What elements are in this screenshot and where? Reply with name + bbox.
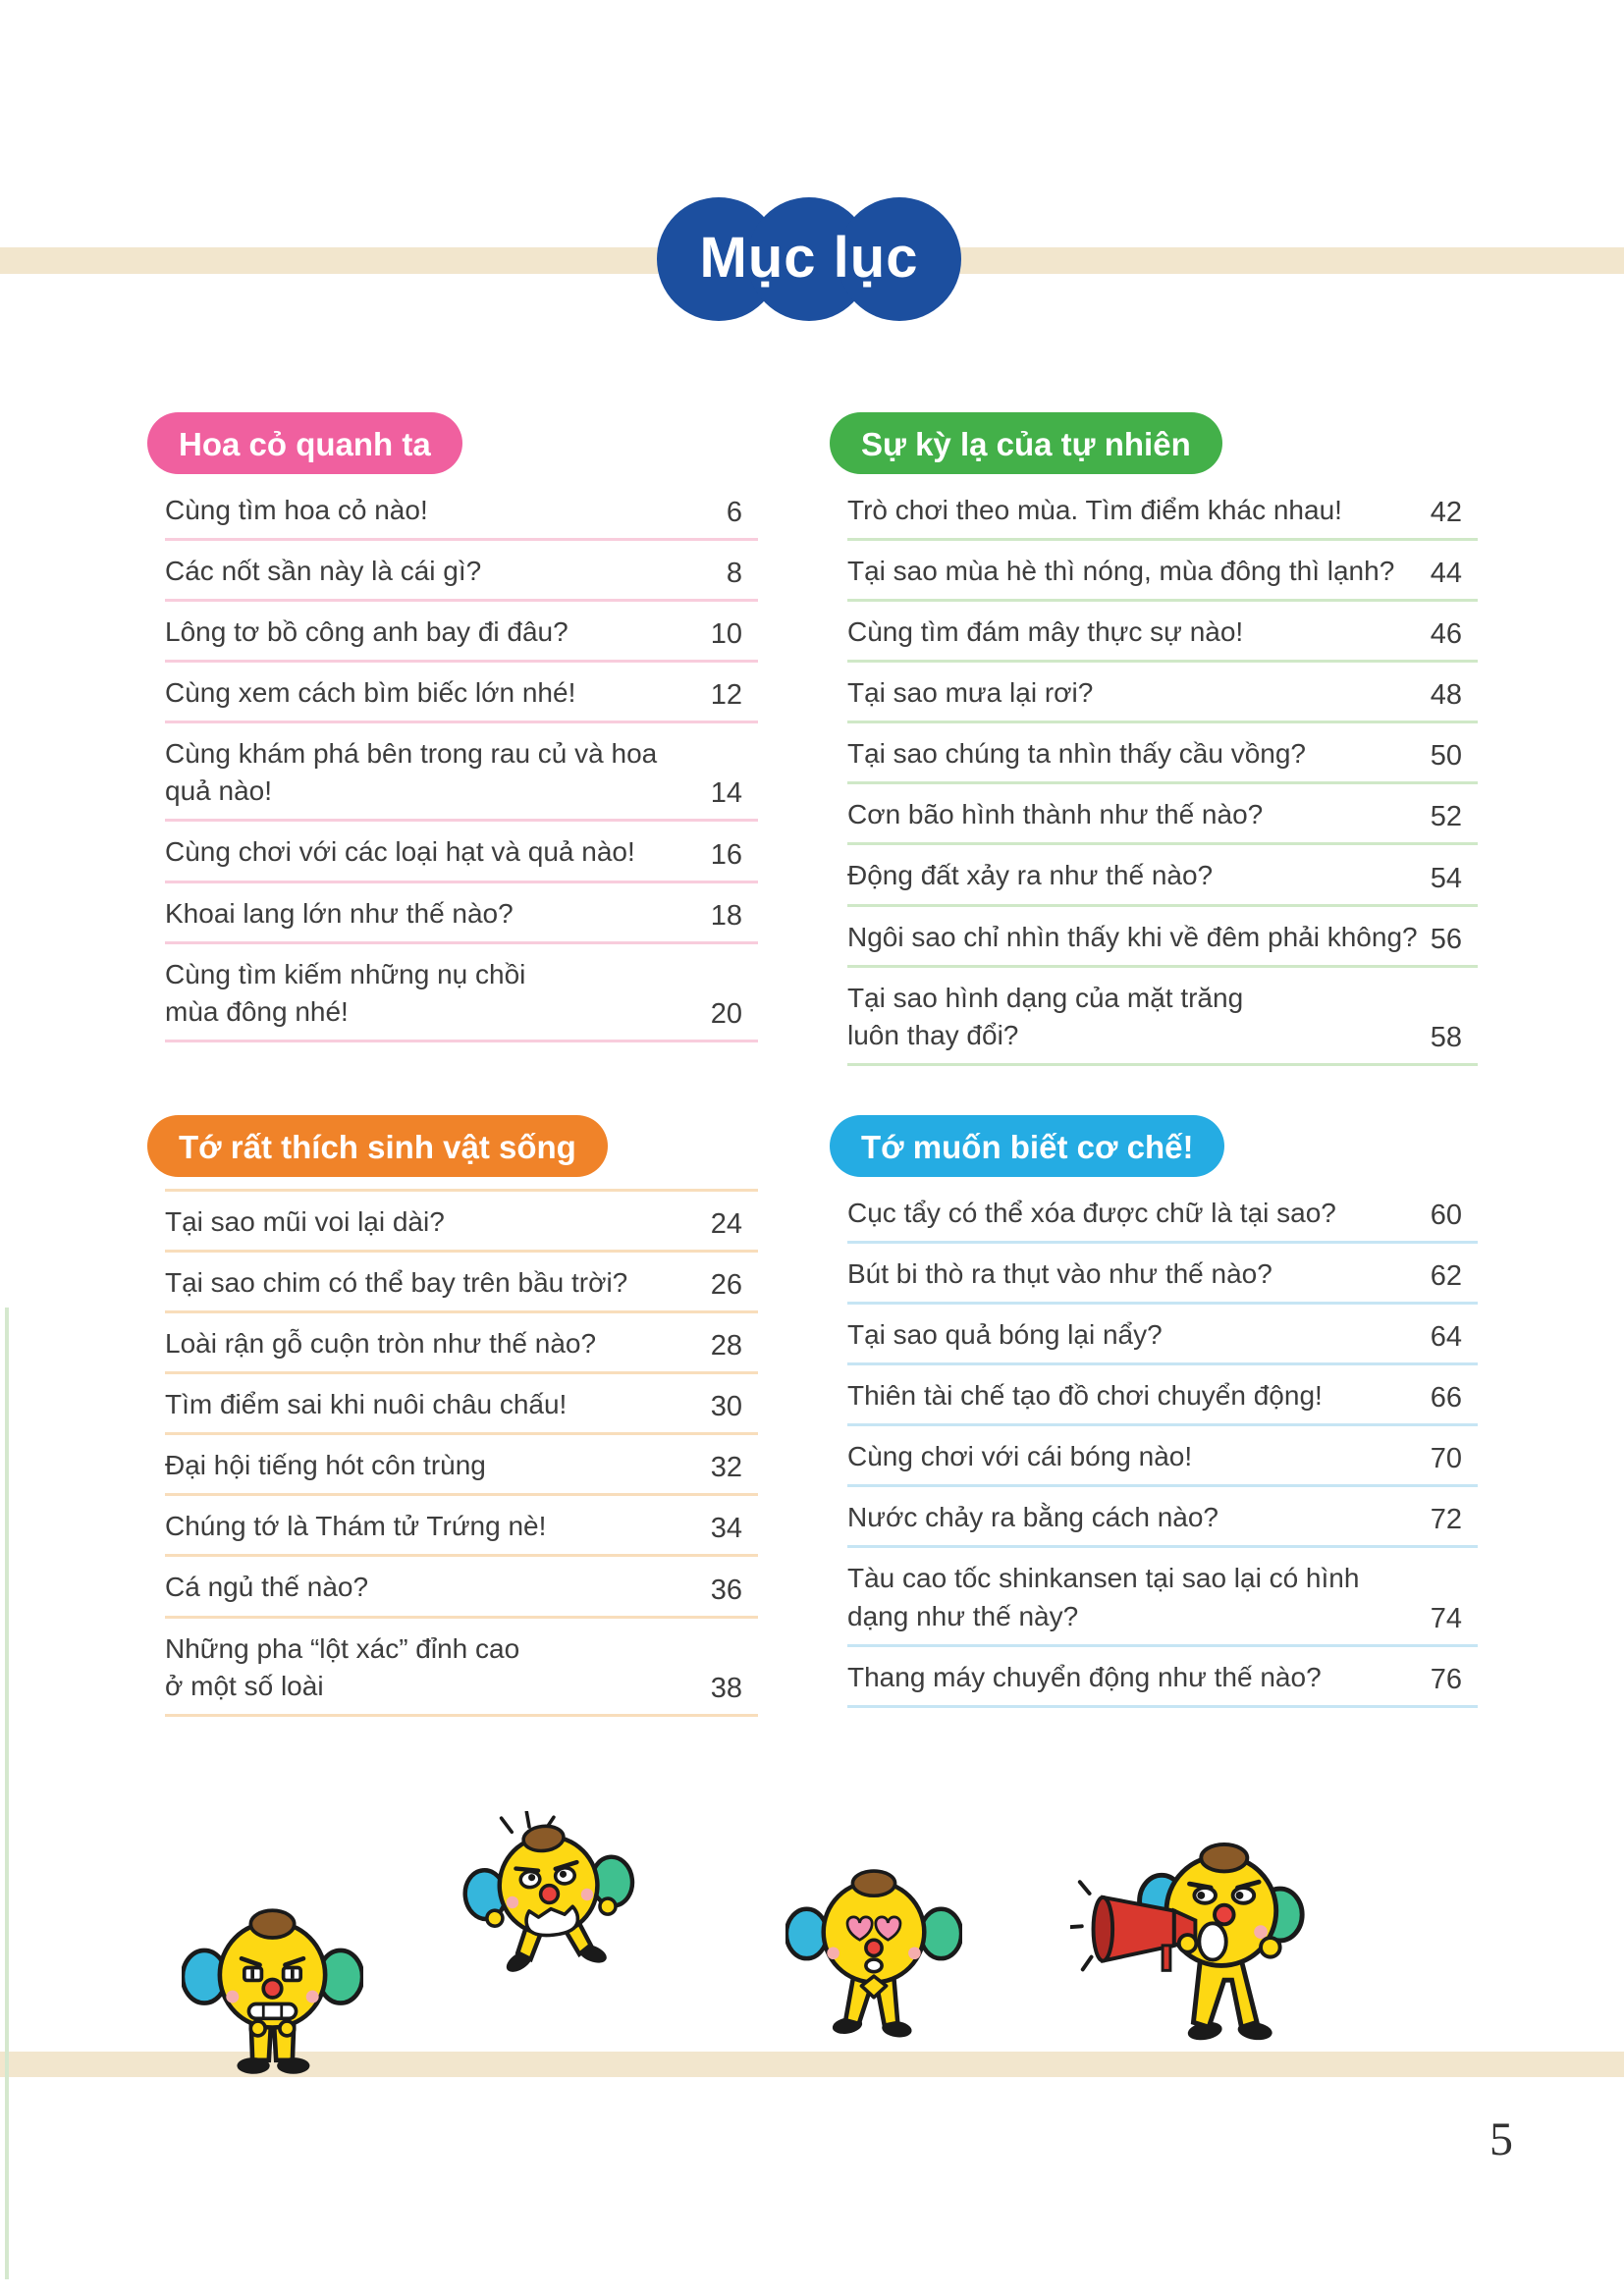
entry-page-number: 58: [1430, 1021, 1462, 1053]
entry-title: Tại sao chim có thể bay trên bầu trời?: [165, 1267, 628, 1299]
toc-entry: [847, 1487, 1478, 1548]
entry-title: Cùng tìm hoa cỏ nào!: [165, 495, 428, 525]
entry-title: Cùng chơi với các loại hạt và quả nào!: [165, 836, 635, 868]
toc-entry: [165, 1557, 758, 1618]
entry-title: Đại hội tiếng hót côn trùng: [165, 1450, 486, 1481]
entry-page-number: 42: [1430, 497, 1462, 529]
entry-title: Tàu cao tốc shinkansen tại sao lại có hình dạng như thế này?: [847, 1563, 1360, 1631]
toc-entry: [165, 1253, 758, 1313]
entry-page-number: 46: [1430, 618, 1462, 651]
entry-title: Cùng chơi với cái bóng nào!: [847, 1441, 1193, 1472]
entry-page-number: 74: [1430, 1602, 1462, 1634]
entry-page-number: 18: [710, 899, 742, 932]
entry-page-number: 56: [1430, 923, 1462, 955]
entry-page-number: 48: [1430, 679, 1462, 712]
ear-icon: [921, 1909, 961, 1958]
toc-entry: [847, 602, 1478, 663]
entry-title: Thang máy chuyển động như thế nào?: [847, 1661, 1322, 1692]
toc-entry: [165, 480, 758, 541]
entry-list: [847, 480, 1478, 1066]
toc-entry: [847, 968, 1478, 1066]
entry-title: Chúng tớ là Thám tử Trứng nè!: [165, 1511, 547, 1542]
toc-entry: [847, 1647, 1478, 1708]
entry-list: [847, 1183, 1478, 1708]
entry-page-number: 76: [1430, 1663, 1462, 1695]
entry-title: Thiên tài chế tạo đồ chơi chuyển động!: [847, 1380, 1323, 1412]
ear-icon: [786, 1909, 827, 1958]
entry-title: Tại sao quả bóng lại nẩy?: [847, 1319, 1163, 1351]
page-title-blob: [656, 196, 962, 322]
entry-page-number: 36: [710, 1574, 742, 1606]
toc-entry: [165, 1435, 758, 1496]
toc-entry: [847, 1426, 1478, 1487]
entry-page-number: 44: [1430, 558, 1462, 590]
entry-page-number: 52: [1430, 801, 1462, 833]
entry-title: Khoai lang lớn như thế nào?: [165, 897, 514, 929]
entry-title: Cá ngủ thế nào?: [165, 1572, 369, 1603]
toc-entry: [165, 723, 758, 822]
toc-entry: [847, 1305, 1478, 1365]
page-title: Mục lục: [699, 225, 919, 290]
entry-page-number: 60: [1430, 1200, 1462, 1232]
entry-title: Động đất xảy ra như thế nào?: [847, 860, 1214, 891]
entry-list: [165, 480, 758, 1042]
entry-title: Loài rận gỗ cuộn tròn như thế nào?: [165, 1328, 597, 1360]
toc-entry: [847, 784, 1478, 845]
mascot-startled-illustration: [454, 1811, 645, 1986]
entry-page-number: 6: [726, 497, 742, 529]
toc-entry: [847, 663, 1478, 723]
entry-title: Cơn bão hình thành như thế nào?: [847, 799, 1264, 830]
entry-page-number: 20: [710, 997, 742, 1030]
entry-page-number: 24: [710, 1208, 742, 1241]
toc-entry: [165, 822, 758, 882]
toc-entry: [847, 1183, 1478, 1244]
entry-page-number: 38: [710, 1672, 742, 1704]
entry-page-number: 70: [1430, 1443, 1462, 1475]
entry-title: Các nốt sần này là cái gì?: [165, 556, 482, 587]
section-header-pill: Tớ rất thích sinh vật sống: [147, 1115, 608, 1177]
toc-entry: [165, 1374, 758, 1435]
section-header-pill: Tớ muốn biết cơ chế!: [830, 1115, 1224, 1177]
entry-title: Cùng tìm đám mây thực sự nào!: [847, 616, 1244, 648]
entry-page-number: 62: [1430, 1260, 1462, 1293]
entry-page-number: 64: [1430, 1321, 1462, 1354]
entry-page-number: 30: [710, 1391, 742, 1423]
page-number: 5: [1489, 2113, 1513, 2165]
entry-page-number: 32: [710, 1452, 742, 1484]
toc-entry: [165, 1619, 758, 1717]
entry-title: Tại sao mưa lại rơi?: [847, 677, 1094, 709]
entry-title: Tại sao mũi voi lại dài?: [165, 1206, 445, 1237]
toc-entry: [165, 883, 758, 944]
toc-entry: [165, 944, 758, 1042]
section-su-ky-la-cua-tu-nhien: [830, 412, 1478, 1066]
entry-page-number: 72: [1430, 1504, 1462, 1536]
entry-page-number: 14: [710, 777, 742, 810]
entry-title: Trò chơi theo mùa. Tìm điểm khác nhau!: [847, 495, 1342, 525]
mascot-megaphone-illustration: [1070, 1814, 1311, 2064]
toc-entry: [847, 907, 1478, 968]
entry-page-number: 12: [710, 679, 742, 712]
toc-entry: [847, 845, 1478, 906]
toc-entry: [847, 480, 1478, 541]
entry-title: Tại sao chúng ta nhìn thấy cầu vồng?: [847, 738, 1306, 770]
entry-title: Bút bi thò ra thụt vào như thế nào?: [847, 1258, 1272, 1290]
entry-page-number: 66: [1430, 1382, 1462, 1415]
entry-title: Ngôi sao chỉ nhìn thấy khi về đêm phải không?: [847, 921, 1418, 952]
toc-entry: [165, 1496, 758, 1557]
mascot-in-love-illustration: [785, 1847, 962, 2046]
entry-page-number: 10: [710, 618, 742, 651]
section-hoa-co-quanh-ta: [147, 412, 758, 1042]
entry-title: Cục tẩy có thể xóa được chữ là tại sao?: [847, 1198, 1336, 1228]
toc-entry: [847, 1244, 1478, 1305]
entry-page-number: 50: [1430, 740, 1462, 773]
entry-title: Tìm điểm sai khi nuôi châu chấu!: [165, 1389, 568, 1420]
entry-page-number: 54: [1430, 862, 1462, 894]
toc-entry: [847, 1548, 1478, 1646]
toc-entry: [165, 1192, 758, 1253]
entry-title: Cùng tìm kiếm những nụ chồi mùa đông nhé!: [165, 958, 526, 1027]
entry-title: Tại sao hình dạng của mặt trăng luôn thay đổi?: [847, 982, 1244, 1050]
entry-title: Những pha “lột xác” đỉnh cao ở một số loài: [165, 1632, 520, 1701]
toc-entry: [165, 541, 758, 602]
entry-title: Lông tơ bồ công anh bay đi đâu?: [165, 616, 568, 648]
toc-entry: [847, 541, 1478, 602]
section-to-rat-thich-sinh-vat-song: [147, 1115, 758, 1717]
left-edge-line: [5, 1308, 9, 2279]
entry-page-number: 16: [710, 838, 742, 871]
entry-title: Nước chảy ra bằng cách nào?: [847, 1502, 1218, 1533]
toc-entry: [847, 1365, 1478, 1426]
toc-entry: [165, 602, 758, 663]
entry-page-number: 26: [710, 1269, 742, 1302]
entry-title: Tại sao mùa hè thì nóng, mùa đông thì lạnh?: [847, 556, 1395, 587]
section-header-pill: Hoa cỏ quanh ta: [147, 412, 462, 474]
entry-page-number: 28: [710, 1330, 742, 1362]
section-header-pill: Sự kỳ lạ của tự nhiên: [830, 412, 1222, 474]
entry-page-number: 8: [726, 558, 742, 590]
entry-page-number: 34: [710, 1513, 742, 1545]
entry-title: Cùng xem cách bìm biếc lớn nhé!: [165, 677, 576, 709]
toc-entry: [847, 723, 1478, 784]
toc-entry: [165, 663, 758, 723]
section-to-muon-biet-co-che: [830, 1115, 1478, 1708]
mascot-worried-illustration: [182, 1895, 363, 2077]
entry-title: Cùng khám phá bên trong rau củ và hoa quả nào!: [165, 738, 658, 807]
entry-list: [165, 1189, 758, 1717]
toc-entry: [165, 1313, 758, 1374]
